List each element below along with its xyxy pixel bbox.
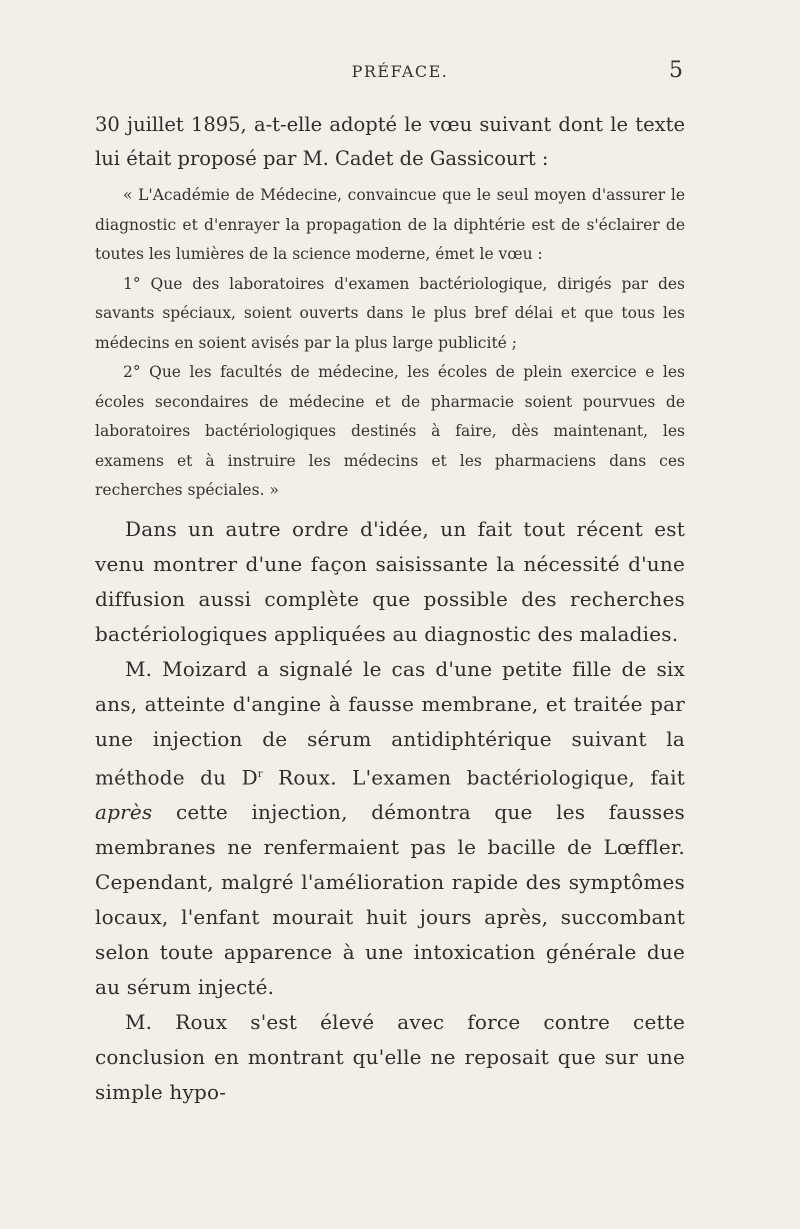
body-paragraph-1: Dans un autre ordre d'idée, un fait tout récent est venu montrer d'une façon saisissante la nécessité d'une diffusion aussi complète que possible des recherches bactériologiques appliquées au diagnostic des maladies.: [95, 516, 685, 646]
page-header: [0, 58, 800, 88]
body-paragraph-2-part-1: M. Moizard a signalé le cas d'une petite fille de six ans, atteinte d'angine à fausse membrane, et traitée par une injection de sérum antidiphtérique suivant la méthode du D: [95, 656, 685, 790]
italic-emphasis: après: [95, 800, 153, 825]
quoted-resolution: [95, 181, 685, 506]
body-paragraph-2: [95, 652, 685, 1006]
body-paragraph-2-part-3: cette injection, démontra que les fausses membranes ne renfermaient pas le bacille de Lœffler. Cependant, malgré l'amélioration rapide des symptômes locaux, l'enfant mourait huit jours après, succombant selon toute apparence à une intoxication générale due au sérum injecté.: [95, 800, 685, 1000]
doctor-superscript: r: [257, 768, 263, 780]
body-text: [95, 512, 685, 1111]
running-title: PRÉFACE.: [351, 62, 449, 81]
quote-paragraph-3: 2° Que les facultés de médecine, les écoles de plein exercice e les écoles secondaires de médecine et de pharmacie soient pourvues de laboratoires bactériologiques destinés à faire, dès maintenant, les examens et à instruire les médecins et les pharmaciens dans ces recherches spéciales. »: [95, 363, 685, 499]
body-paragraph-3: M. Roux s'est élevé avec force contre cette conclusion en montrant qu'elle ne reposait que sur une simple hypo-: [95, 1010, 685, 1105]
text-column: [95, 108, 685, 1110]
opening-paragraph: 30 juillet 1895, a-t-elle adopté le vœu suivant dont le texte lui était proposé par M. Cadet de Gassicourt :: [95, 113, 685, 170]
quote-paragraph-1: « L'Académie de Médecine, convaincue que le seul moyen d'assurer le diagnostic et d'enrayer la propagation de la diphtérie est de s'éclairer de toutes les lumières de la science moderne, émet le vœu :: [95, 186, 685, 263]
page-number: 5: [669, 58, 683, 83]
quote-paragraph-2: 1° Que des laboratoires d'examen bactériologique, dirigés par des savants spéciaux, soient ouverts dans le plus bref délai et que tous les médecins en soient avisés par la plus large publicité ;: [95, 274, 685, 352]
body-paragraph-2-part-2: Roux. L'examen bactériologique, fait: [262, 765, 685, 790]
